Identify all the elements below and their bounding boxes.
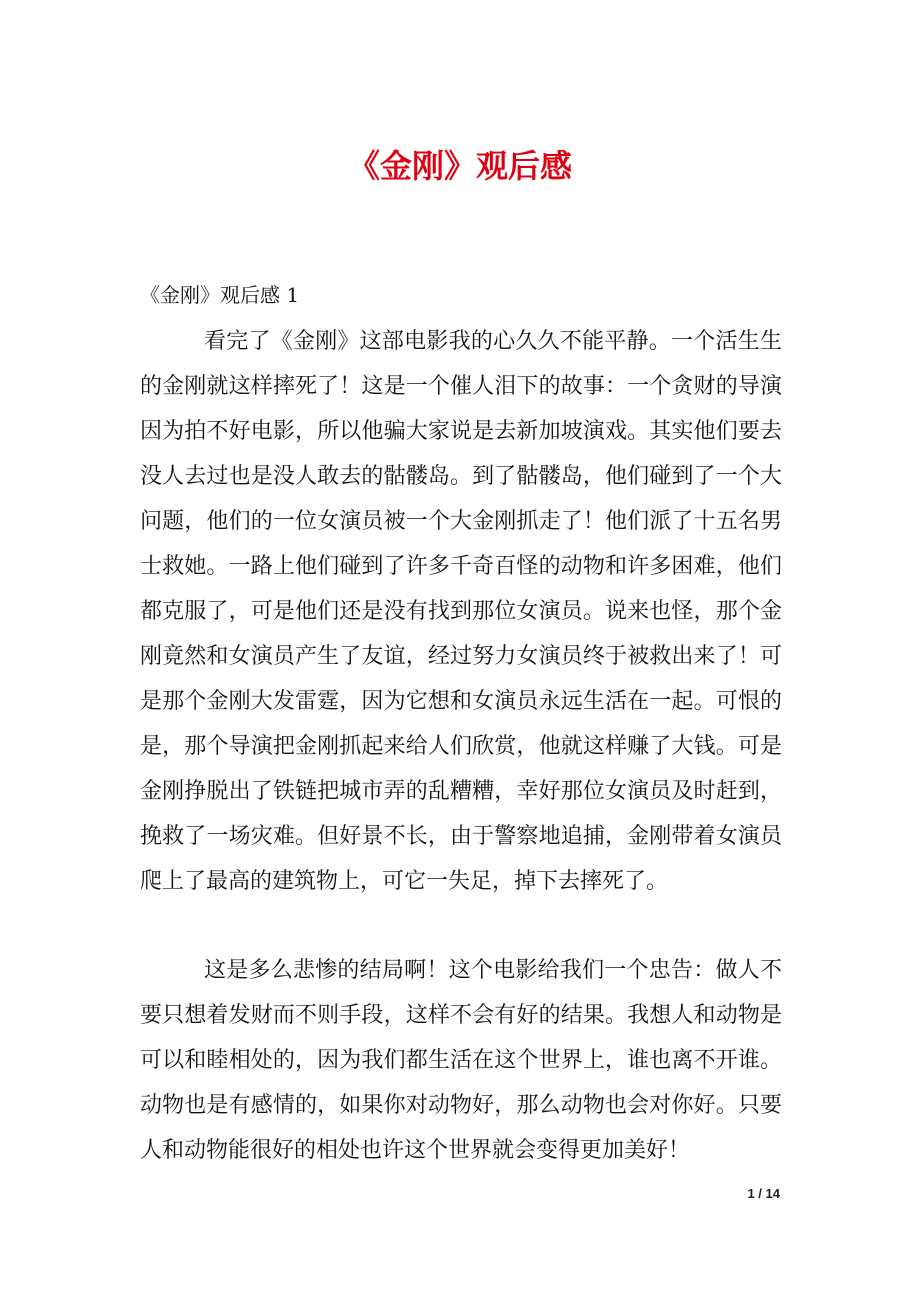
page-number: 1 / 14 bbox=[747, 1186, 780, 1201]
section-heading: 《金刚》观后感 1 bbox=[140, 283, 300, 307]
body-paragraph-1: 看完了《金刚》这部电影我的心久久不能平静。一个活生生的金刚就这样摔死了！这是一个催人泪下的故事：一个贪财的导演因为拍不好电影，所以他骗大家说是去新加坡演戏。其实他们要去没人去过也是没人敢去的骷髅岛。到了骷髅岛，他们碰到了一个大问题，他们的一位女演员被一个大金刚抓走了！他们派了十五名男士救她。一路上他们碰到了许多千奇百怪的动物和许多困难，他们都克服了，可是他们还是没有找到那位女演员。说来也怪，那个金刚竟然和女演员产生了友谊，经过努力女演员终于被救出来了！可是那个金刚大发雷霆，因为它想和女演员永远生活在一起。可恨的是，那个导演把金刚抓起来给人们欣赏，他就这样赚了大钱。可是金刚挣脱出了铁链把城市弄的乱糟糟，幸好那位女演员及时赶到，挽救了一场灾难。但好景不长，由于警察地追捕，金刚带着女演员爬上了最高的建筑物上，可它一失足，掉下去摔死了。 bbox=[140, 329, 782, 894]
body-paragraph-2: 这是多么悲惨的结局啊！这个电影给我们一个忠告：做人不要只想着发财而不则手段，这样不会有好的结果。我想人和动物是可以和睦相处的，因为我们都生活在这个世界上，谁也离不开谁。动物也是有感情的，如果你对动物好，那么动物也会对你好。只要人和动物能很好的相处也许这个世界就会变得更加美好！ bbox=[140, 958, 782, 1163]
page-title: 《金刚》观后感 bbox=[347, 147, 572, 185]
